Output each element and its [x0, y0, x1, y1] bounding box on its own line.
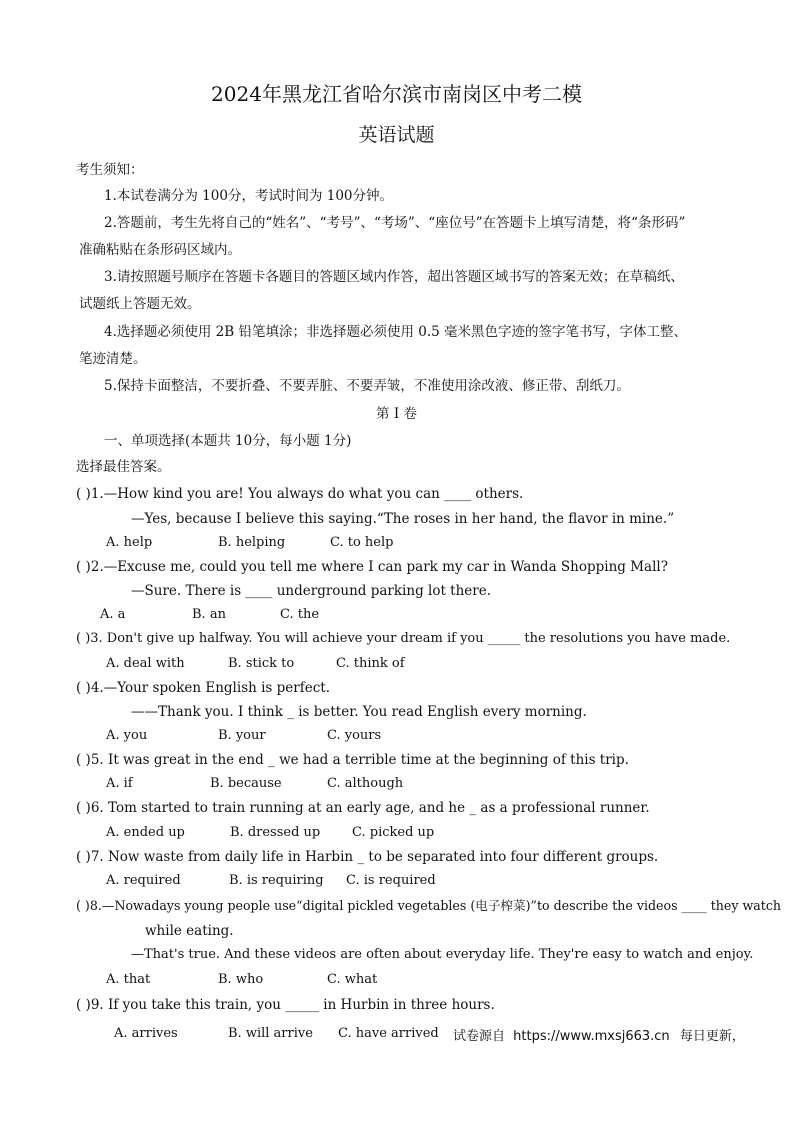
- option-c: C. although: [327, 776, 404, 791]
- notice-item: 3.请按照题号顺序在答题卡各题目的答题区域内作答，超出答题区域书写的答案无效；在草稿纸、: [104, 269, 684, 285]
- notice-item: 1.本试卷满分为 100分，考试时间为 100分钟。: [104, 188, 393, 204]
- question-stem: ( )2.—Excuse me, could you tell me where I can park my car in Wanda Shopping Mall?: [76, 559, 668, 575]
- option-b: B. will arrive: [228, 1026, 313, 1041]
- option-a: A. ended up: [106, 825, 185, 840]
- page-title: 2024年黑龙江省哈尔滨市南岗区中考二模: [211, 82, 582, 106]
- option-a: A. help: [106, 535, 153, 550]
- notice-heading: 考生须知：: [76, 162, 144, 178]
- option-c: C. the: [280, 607, 320, 622]
- source-label: 试卷源自: [453, 1029, 506, 1044]
- question-stem: ( )4.—Your spoken English is perfect.: [76, 680, 330, 696]
- source-suffix: 每日更新，: [679, 1029, 745, 1044]
- option-c: C. what: [327, 972, 378, 987]
- question-dialogue: ——Thank you. I think _ is better. You read English every morning.: [131, 704, 587, 720]
- option-b: B. an: [192, 607, 226, 622]
- option-c: C. yours: [327, 728, 382, 743]
- option-b: B. who: [218, 972, 264, 987]
- notice-item: 4.选择题必须使用 2B 铅笔填涂；非选择题必须使用 0.5 毫米黑色字迹的签字笔书写，字体工整、: [104, 324, 688, 340]
- option-b: B. is requiring: [229, 873, 324, 888]
- notice-item: 2.答题前，考生先将自己的“姓名”、“考号”、“考场”、“座位号”在答题卡上填写清楚，将“条形码”: [104, 215, 686, 231]
- question-stem: ( )6. Tom started to train running at an early age, and he _ as a professional runner.: [76, 800, 650, 816]
- option-a: A. if: [106, 776, 133, 791]
- question-dialogue: —That's true. And these videos are often about everyday life. They're easy to watch and enjoy.: [131, 947, 754, 962]
- question-stem: ( )7. Now waste from daily life in Harbin _ to be separated into four different groups.: [76, 849, 659, 865]
- option-c: C. is required: [346, 873, 436, 888]
- notice-item: 5.保持卡面整洁，不要折叠、不要弄脏、不要弄皱，不准使用涂改液、修正带、刮纸刀。: [104, 378, 630, 394]
- option-c: C. to help: [330, 535, 394, 550]
- question-stem: ( )8.—Nowadays young people use“digital pickled vegetables (电子榨菜)”to describe the videos ____ they watch: [76, 898, 781, 913]
- option-c: C. picked up: [352, 825, 435, 840]
- option-b: B. because: [210, 776, 282, 791]
- option-a: A. deal with: [106, 656, 185, 671]
- option-a: A. a: [100, 607, 126, 622]
- option-a: A. that: [106, 972, 151, 987]
- question-dialogue: —Yes, because I believe this saying.“The roses in her hand, the flavor in mine.”: [131, 511, 675, 527]
- option-a: A. required: [106, 873, 181, 888]
- option-c: C. think of: [336, 656, 405, 671]
- notice-item: 笔迹清楚。: [79, 351, 147, 367]
- option-a: A. you: [106, 728, 148, 743]
- volume-label: 第 I 卷: [376, 406, 417, 422]
- option-b: B. your: [218, 728, 266, 743]
- question-stem: ( )3. Don't give up halfway. You will achieve your dream if you _____ the resolutions you have made.: [76, 631, 731, 646]
- notice-item: 准确粘贴在条形码区域内。: [79, 242, 241, 258]
- page-subtitle: 英语试题: [358, 124, 435, 146]
- question-dialogue: —Sure. There is ____ underground parking lot there.: [131, 583, 492, 599]
- source-note: [453, 1025, 745, 1044]
- option-a: A. arrives: [114, 1026, 178, 1041]
- notice-item: 试题纸上答题无效。: [79, 296, 201, 312]
- option-b: B. helping: [218, 535, 286, 550]
- option-c: C. have arrived: [338, 1026, 439, 1041]
- option-b: B. dressed up: [230, 825, 321, 840]
- question-stem: ( )1.—How kind you are! You always do what you can ____ others.: [76, 486, 524, 502]
- question-stem: ( )9. If you take this train, you _____ in Hurbin in three hours.: [76, 997, 495, 1013]
- section-instruction: 选择最佳答案。: [76, 459, 171, 475]
- source-url[interactable]: https://www.mxsj663.cn: [513, 1029, 670, 1044]
- option-b: B. stick to: [228, 656, 295, 671]
- question-stem: ( )5. It was great in the end _ we had a terrible time at the beginning of this trip.: [76, 752, 629, 768]
- question-dialogue: while eating.: [145, 923, 234, 939]
- section-heading: 一、单项选择(本题共 10分，每小题 1分): [104, 433, 352, 449]
